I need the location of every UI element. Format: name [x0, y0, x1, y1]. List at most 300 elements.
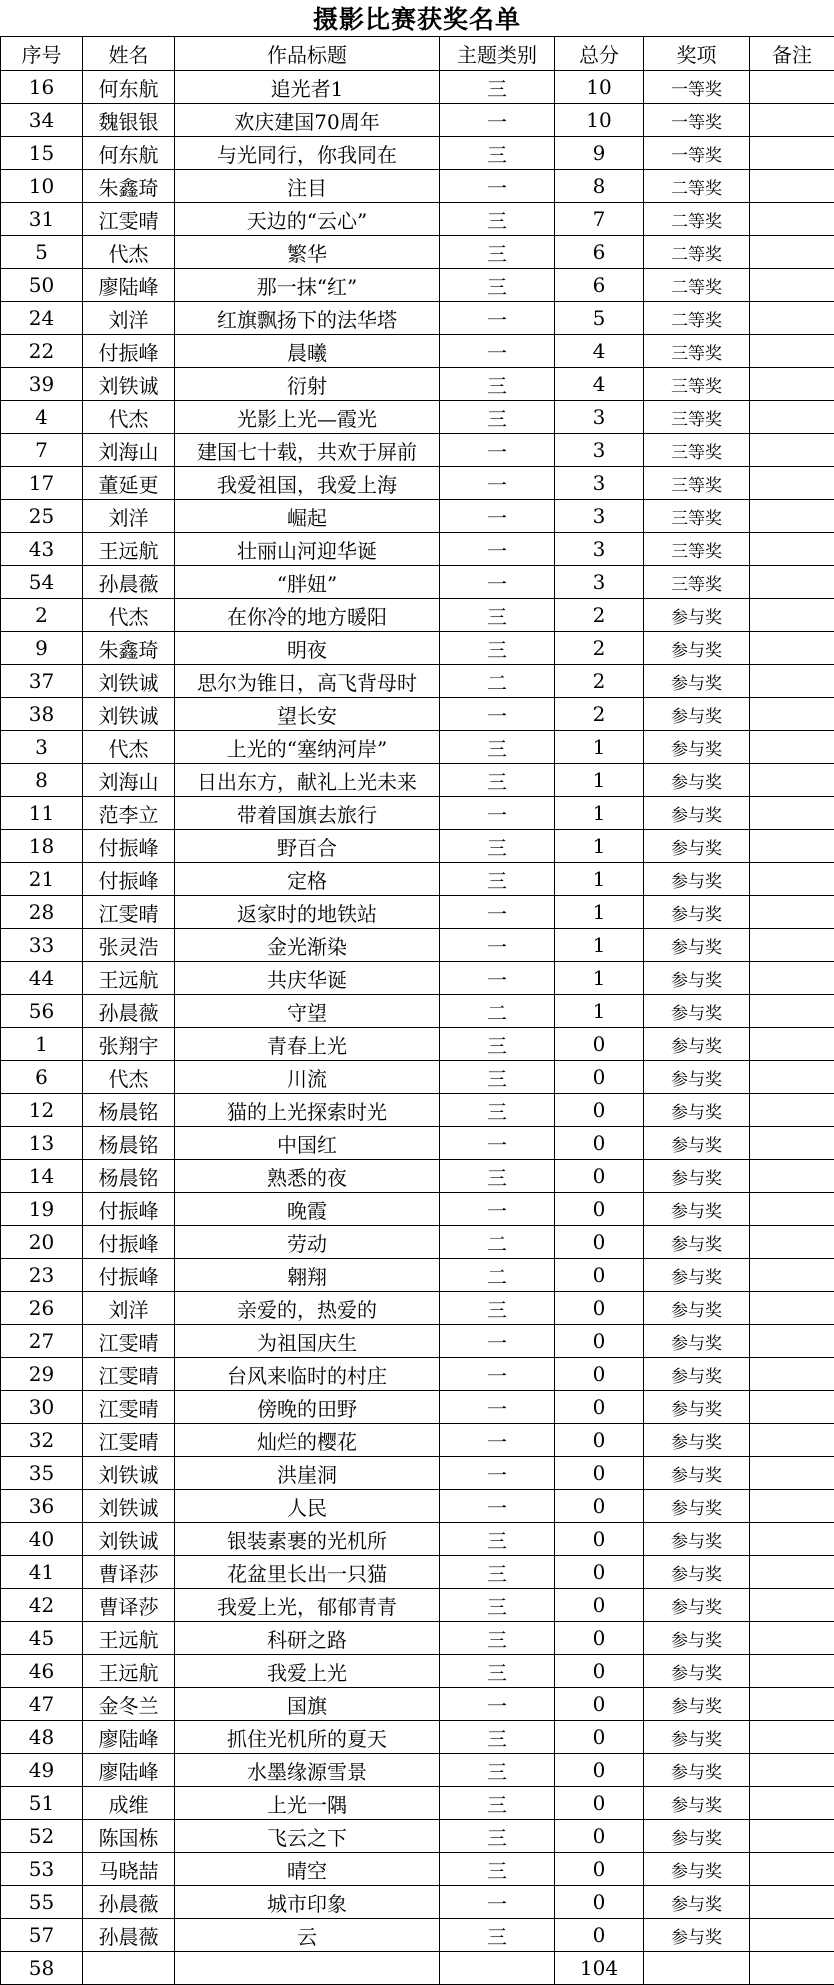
cell-award: 参与奖: [644, 731, 750, 764]
table-row: [1, 533, 834, 566]
cell-remarks: [750, 1721, 834, 1754]
cell-award: 三等奖: [644, 566, 750, 599]
cell-remarks: [750, 1358, 834, 1391]
cell-work-title: 劳动: [175, 1226, 440, 1259]
award-table: [0, 36, 834, 1985]
cell-total-score: 0: [555, 1391, 644, 1424]
cell-total-score: 3: [555, 467, 644, 500]
cell-total-score: 0: [555, 1259, 644, 1292]
cell-index: 29: [1, 1358, 83, 1391]
cell-remarks: [750, 962, 834, 995]
cell-total-score: 0: [555, 1523, 644, 1556]
cell-total-score: 0: [555, 1754, 644, 1787]
cell-index: 18: [1, 830, 83, 863]
cell-name: 廖陆峰: [83, 269, 175, 302]
table-row: [1, 665, 834, 698]
cell-work-title: 灿烂的樱花: [175, 1424, 440, 1457]
cell-remarks: [750, 632, 834, 665]
cell-theme-category: 三: [440, 1589, 555, 1622]
cell-index: 33: [1, 929, 83, 962]
cell-work-title: 追光者1: [175, 71, 440, 104]
cell-theme-category: 三: [440, 1523, 555, 1556]
cell-total-score: 0: [555, 1688, 644, 1721]
table-row: [1, 1886, 834, 1919]
cell-work-title: 翱翔: [175, 1259, 440, 1292]
table-row: [1, 1655, 834, 1688]
table-row: [1, 1688, 834, 1721]
cell-remarks: [750, 1127, 834, 1160]
cell-award: 参与奖: [644, 1655, 750, 1688]
cell-theme-category: 三: [440, 632, 555, 665]
table-row: [1, 1754, 834, 1787]
cell-index: 50: [1, 269, 83, 302]
cell-index: 52: [1, 1820, 83, 1853]
cell-remarks: [750, 929, 834, 962]
cell-name: 付振峰: [83, 335, 175, 368]
cell-theme-category: 三: [440, 1292, 555, 1325]
cell-total-score: 3: [555, 500, 644, 533]
cell-name: 代杰: [83, 599, 175, 632]
cell-index: 53: [1, 1853, 83, 1886]
cell-total-score: 0: [555, 1457, 644, 1490]
cell-remarks: [750, 137, 834, 170]
cell-index: 10: [1, 170, 83, 203]
cell-theme-category: 一: [440, 1193, 555, 1226]
cell-remarks: [750, 1688, 834, 1721]
table-row: [1, 896, 834, 929]
table-row: [1, 104, 834, 137]
cell-theme-category: 一: [440, 434, 555, 467]
page-title: 摄影比赛获奖名单: [312, 5, 521, 34]
table-row: [1, 203, 834, 236]
cell-total-score: 0: [555, 1094, 644, 1127]
cell-remarks: [750, 1919, 834, 1952]
cell-remarks: [750, 1754, 834, 1787]
cell-theme-category: 三: [440, 1820, 555, 1853]
cell-name: 王远航: [83, 533, 175, 566]
cell-remarks: [750, 1193, 834, 1226]
cell-total-score: 8: [555, 170, 644, 203]
cell-work-title: 野百合: [175, 830, 440, 863]
cell-theme-category: 一: [440, 896, 555, 929]
cell-remarks: [750, 269, 834, 302]
cell-remarks: [750, 1655, 834, 1688]
cell-total-score: 6: [555, 236, 644, 269]
cell-theme-category: 三: [440, 1094, 555, 1127]
cell-total-score: 3: [555, 401, 644, 434]
cell-award: 三等奖: [644, 500, 750, 533]
cell-remarks: [750, 863, 834, 896]
table-row: [1, 1226, 834, 1259]
table-row: [1, 137, 834, 170]
table-row: [1, 830, 834, 863]
cell-remarks: [750, 1523, 834, 1556]
cell-total-score: 0: [555, 1589, 644, 1622]
table-row: [1, 1787, 834, 1820]
table-row: [1, 1259, 834, 1292]
cell-award: 三等奖: [644, 434, 750, 467]
cell-index: 32: [1, 1424, 83, 1457]
cell-award: 参与奖: [644, 1622, 750, 1655]
cell-theme-category: 一: [440, 302, 555, 335]
table-row: [1, 1358, 834, 1391]
cell-total-score: 0: [555, 1226, 644, 1259]
cell-award: 三等奖: [644, 533, 750, 566]
cell-award: 参与奖: [644, 1589, 750, 1622]
cell-work-title: 中国红: [175, 1127, 440, 1160]
table-row: [1, 1457, 834, 1490]
cell-total-score: 1: [555, 929, 644, 962]
cell-index: 21: [1, 863, 83, 896]
cell-name: 刘洋: [83, 302, 175, 335]
cell-remarks: [750, 500, 834, 533]
cell-name: 江雯晴: [83, 1325, 175, 1358]
cell-theme-category: 一: [440, 1688, 555, 1721]
cell-name: 孙晨薇: [83, 995, 175, 1028]
cell-theme-category: 二: [440, 1226, 555, 1259]
cell-theme-category: 三: [440, 1655, 555, 1688]
table-row: [1, 1556, 834, 1589]
cell-award: 二等奖: [644, 203, 750, 236]
cell-total-score: 1: [555, 896, 644, 929]
table-row: [1, 1061, 834, 1094]
cell-name: 代杰: [83, 731, 175, 764]
cell-index: 6: [1, 1061, 83, 1094]
cell-award: 三等奖: [644, 335, 750, 368]
table-row: [1, 929, 834, 962]
cell-total-score: 1: [555, 764, 644, 797]
table-row: [1, 434, 834, 467]
cell-award: 参与奖: [644, 1160, 750, 1193]
cell-index: 13: [1, 1127, 83, 1160]
cell-work-title: 金光渐染: [175, 929, 440, 962]
cell-award: 参与奖: [644, 863, 750, 896]
cell-work-title: 科研之路: [175, 1622, 440, 1655]
cell-theme-category: 三: [440, 1160, 555, 1193]
cell-remarks: [750, 1226, 834, 1259]
table-row: [1, 632, 834, 665]
cell-work-title: 飞云之下: [175, 1820, 440, 1853]
cell-total-score: 10: [555, 104, 644, 137]
cell-award: 参与奖: [644, 1754, 750, 1787]
cell-remarks: [750, 665, 834, 698]
cell-theme-category: [440, 1952, 555, 1985]
cell-work-title: 为祖国庆生: [175, 1325, 440, 1358]
cell-remarks: [750, 1853, 834, 1886]
cell-total-score: 2: [555, 698, 644, 731]
cell-theme-category: 二: [440, 995, 555, 1028]
table-row: [1, 1952, 834, 1985]
cell-work-title: “胖妞”: [175, 566, 440, 599]
cell-name: 刘海山: [83, 764, 175, 797]
cell-name: 杨晨铭: [83, 1127, 175, 1160]
cell-work-title: 我爱上光，郁郁青青: [175, 1589, 440, 1622]
cell-theme-category: 三: [440, 1556, 555, 1589]
cell-total-score: 0: [555, 1820, 644, 1853]
table-body: [1, 71, 834, 1985]
cell-work-title: 壮丽山河迎华诞: [175, 533, 440, 566]
cell-theme-category: 二: [440, 1259, 555, 1292]
cell-theme-category: 一: [440, 500, 555, 533]
header-cell-work-title: 作品标题: [175, 37, 440, 71]
table-row: [1, 962, 834, 995]
cell-index: 51: [1, 1787, 83, 1820]
cell-remarks: [750, 533, 834, 566]
cell-work-title: 水墨缘源雪景: [175, 1754, 440, 1787]
cell-award: 参与奖: [644, 962, 750, 995]
cell-name: 刘铁诚: [83, 665, 175, 698]
cell-total-score: 0: [555, 1424, 644, 1457]
cell-total-score: 2: [555, 665, 644, 698]
cell-remarks: [750, 1886, 834, 1919]
cell-award: 参与奖: [644, 1523, 750, 1556]
table-row: [1, 335, 834, 368]
cell-theme-category: 一: [440, 797, 555, 830]
cell-name: 曹译莎: [83, 1589, 175, 1622]
cell-work-title: [175, 1952, 440, 1985]
cell-remarks: [750, 1061, 834, 1094]
cell-index: 11: [1, 797, 83, 830]
cell-total-score: 0: [555, 1028, 644, 1061]
cell-name: 王远航: [83, 1655, 175, 1688]
cell-total-score: 0: [555, 1061, 644, 1094]
cell-award: 二等奖: [644, 302, 750, 335]
cell-work-title: 建国七十载，共欢于屏前: [175, 434, 440, 467]
table-row: [1, 599, 834, 632]
cell-name: 付振峰: [83, 1226, 175, 1259]
cell-award: 参与奖: [644, 797, 750, 830]
cell-work-title: 猫的上光探索时光: [175, 1094, 440, 1127]
cell-theme-category: 二: [440, 665, 555, 698]
cell-index: 9: [1, 632, 83, 665]
table-row: [1, 467, 834, 500]
cell-work-title: 在你冷的地方暖阳: [175, 599, 440, 632]
cell-index: 57: [1, 1919, 83, 1952]
cell-remarks: [750, 1028, 834, 1061]
cell-index: 49: [1, 1754, 83, 1787]
cell-theme-category: 一: [440, 1325, 555, 1358]
cell-name: 代杰: [83, 1061, 175, 1094]
cell-remarks: [750, 368, 834, 401]
cell-work-title: 亲爱的，热爱的: [175, 1292, 440, 1325]
cell-index: 47: [1, 1688, 83, 1721]
cell-index: 54: [1, 566, 83, 599]
cell-remarks: [750, 1952, 834, 1985]
cell-award: 参与奖: [644, 830, 750, 863]
cell-total-score: 0: [555, 1556, 644, 1589]
cell-theme-category: 一: [440, 170, 555, 203]
cell-name: 杨晨铭: [83, 1094, 175, 1127]
cell-theme-category: 一: [440, 104, 555, 137]
table-row: [1, 401, 834, 434]
cell-total-score: 9: [555, 137, 644, 170]
cell-index: 58: [1, 1952, 83, 1985]
cell-work-title: 川流: [175, 1061, 440, 1094]
cell-award: 参与奖: [644, 1094, 750, 1127]
cell-work-title: 国旗: [175, 1688, 440, 1721]
cell-remarks: [750, 170, 834, 203]
cell-award: 二等奖: [644, 269, 750, 302]
cell-work-title: 上光的“塞纳河岸”: [175, 731, 440, 764]
table-row: [1, 1391, 834, 1424]
cell-total-score: 0: [555, 1622, 644, 1655]
cell-remarks: [750, 1457, 834, 1490]
header-cell-theme-category: 主题类别: [440, 37, 555, 71]
cell-theme-category: 三: [440, 236, 555, 269]
cell-work-title: 红旗飘扬下的法华塔: [175, 302, 440, 335]
cell-award: 参与奖: [644, 632, 750, 665]
cell-name: 王远航: [83, 962, 175, 995]
cell-name: 董延更: [83, 467, 175, 500]
cell-name: 成维: [83, 1787, 175, 1820]
cell-remarks: [750, 1556, 834, 1589]
cell-index: 39: [1, 368, 83, 401]
cell-index: 28: [1, 896, 83, 929]
table-row: [1, 500, 834, 533]
cell-index: 56: [1, 995, 83, 1028]
cell-work-title: 花盆里长出一只猫: [175, 1556, 440, 1589]
cell-remarks: [750, 995, 834, 1028]
cell-remarks: [750, 203, 834, 236]
cell-index: 1: [1, 1028, 83, 1061]
cell-index: 34: [1, 104, 83, 137]
cell-theme-category: 三: [440, 269, 555, 302]
cell-remarks: [750, 1490, 834, 1523]
cell-name: 付振峰: [83, 1259, 175, 1292]
header-cell-name: 姓名: [83, 37, 175, 71]
table-row: [1, 1127, 834, 1160]
table-row: [1, 1853, 834, 1886]
table-row: [1, 269, 834, 302]
cell-work-title: 我爱上光: [175, 1655, 440, 1688]
cell-total-score: 7: [555, 203, 644, 236]
cell-total-score: 4: [555, 368, 644, 401]
cell-remarks: [750, 1820, 834, 1853]
cell-total-score: 0: [555, 1325, 644, 1358]
cell-total-score: 2: [555, 632, 644, 665]
table-row: [1, 1589, 834, 1622]
cell-total-score: 5: [555, 302, 644, 335]
cell-name: 何东航: [83, 137, 175, 170]
cell-work-title: 欢庆建国70周年: [175, 104, 440, 137]
cell-theme-category: 三: [440, 203, 555, 236]
cell-index: 23: [1, 1259, 83, 1292]
cell-name: 刘铁诚: [83, 1490, 175, 1523]
cell-award: 参与奖: [644, 1556, 750, 1589]
cell-name: 孙晨薇: [83, 566, 175, 599]
cell-award: 参与奖: [644, 1457, 750, 1490]
cell-index: 45: [1, 1622, 83, 1655]
cell-work-title: 青春上光: [175, 1028, 440, 1061]
cell-name: 刘海山: [83, 434, 175, 467]
cell-work-title: 守望: [175, 995, 440, 1028]
cell-index: 36: [1, 1490, 83, 1523]
cell-name: 代杰: [83, 401, 175, 434]
cell-theme-category: 三: [440, 1853, 555, 1886]
cell-award: 参与奖: [644, 1721, 750, 1754]
header-cell-award: 奖项: [644, 37, 750, 71]
table-row: [1, 302, 834, 335]
cell-work-title: 定格: [175, 863, 440, 896]
table-row: [1, 1160, 834, 1193]
cell-index: 17: [1, 467, 83, 500]
cell-award: 参与奖: [644, 1787, 750, 1820]
cell-total-score: 10: [555, 71, 644, 104]
table-row: [1, 566, 834, 599]
cell-theme-category: 一: [440, 1424, 555, 1457]
cell-award: 参与奖: [644, 1886, 750, 1919]
cell-name: 马晓喆: [83, 1853, 175, 1886]
cell-work-title: 银装素裹的光机所: [175, 1523, 440, 1556]
table-row: [1, 1721, 834, 1754]
cell-award: 三等奖: [644, 368, 750, 401]
cell-index: 2: [1, 599, 83, 632]
cell-award: 一等奖: [644, 71, 750, 104]
cell-award: 参与奖: [644, 1490, 750, 1523]
cell-name: 孙晨薇: [83, 1919, 175, 1952]
cell-theme-category: 三: [440, 71, 555, 104]
cell-work-title: 城市印象: [175, 1886, 440, 1919]
cell-index: 4: [1, 401, 83, 434]
cell-remarks: [750, 104, 834, 137]
header-cell-remarks: 备注: [750, 37, 834, 71]
cell-theme-category: 三: [440, 599, 555, 632]
cell-work-title: 思尔为锥日，高飞背母时: [175, 665, 440, 698]
cell-total-score: 0: [555, 1886, 644, 1919]
cell-index: 37: [1, 665, 83, 698]
cell-work-title: 熟悉的夜: [175, 1160, 440, 1193]
cell-index: 35: [1, 1457, 83, 1490]
cell-total-score: 1: [555, 830, 644, 863]
cell-award: 二等奖: [644, 170, 750, 203]
cell-remarks: [750, 71, 834, 104]
cell-work-title: 共庆华诞: [175, 962, 440, 995]
cell-award: 参与奖: [644, 1028, 750, 1061]
cell-remarks: [750, 1391, 834, 1424]
table-row: [1, 71, 834, 104]
cell-work-title: 台风来临时的村庄: [175, 1358, 440, 1391]
cell-award: 参与奖: [644, 1259, 750, 1292]
cell-total-score: 0: [555, 1721, 644, 1754]
cell-index: 14: [1, 1160, 83, 1193]
cell-remarks: [750, 830, 834, 863]
cell-total-score: 0: [555, 1655, 644, 1688]
cell-theme-category: 三: [440, 1787, 555, 1820]
cell-name: 付振峰: [83, 830, 175, 863]
cell-total-score: 3: [555, 566, 644, 599]
table-row: [1, 1523, 834, 1556]
cell-work-title: 注目: [175, 170, 440, 203]
cell-index: 16: [1, 71, 83, 104]
cell-theme-category: 三: [440, 401, 555, 434]
cell-theme-category: 一: [440, 1490, 555, 1523]
cell-index: 31: [1, 203, 83, 236]
cell-remarks: [750, 1622, 834, 1655]
cell-name: 付振峰: [83, 863, 175, 896]
cell-remarks: [750, 236, 834, 269]
cell-award: 三等奖: [644, 467, 750, 500]
cell-award: 参与奖: [644, 1688, 750, 1721]
cell-index: 38: [1, 698, 83, 731]
cell-name: 江雯晴: [83, 1391, 175, 1424]
cell-remarks: [750, 731, 834, 764]
cell-total-score: 0: [555, 1853, 644, 1886]
cell-award: 参与奖: [644, 1820, 750, 1853]
cell-index: 7: [1, 434, 83, 467]
cell-award: 参与奖: [644, 1919, 750, 1952]
cell-index: 24: [1, 302, 83, 335]
cell-index: 25: [1, 500, 83, 533]
